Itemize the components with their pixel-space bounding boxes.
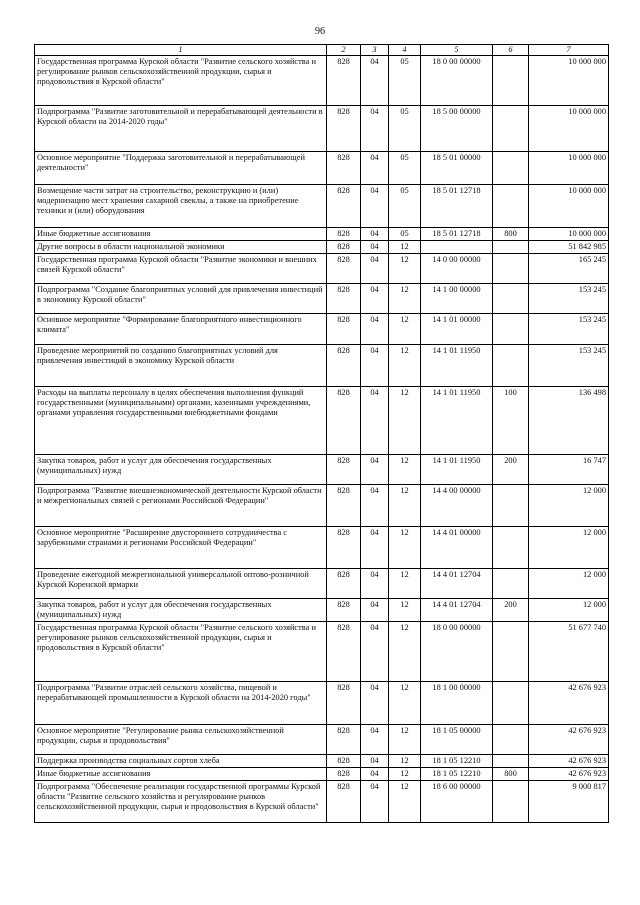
- row-amount: 165 245: [529, 254, 609, 284]
- row-expense-type: [493, 569, 529, 599]
- table-row: [35, 682, 609, 725]
- row-expense-type: [493, 241, 529, 254]
- table-row: [35, 254, 609, 284]
- row-name: Проведение мероприятий по созданию благоприятных условий для привлечения инвестиций в экономику Курской области: [35, 345, 327, 387]
- row-expense-type: [493, 622, 529, 682]
- row-amount: 12 000: [529, 527, 609, 569]
- row-amount: 10 000 000: [529, 228, 609, 241]
- row-target-article: 14 1 01 11950: [421, 387, 493, 455]
- row-amount: 153 245: [529, 284, 609, 314]
- row-name: Возмещение части затрат на строительство, реконструкцию и (или) модернизацию мест хранения сахарной свеклы, а также на приобретение техники и (или) оборудования: [35, 185, 327, 228]
- row-subsection: 12: [389, 314, 421, 345]
- table-row: [35, 622, 609, 682]
- row-amount: 12 000: [529, 599, 609, 622]
- table-row: [35, 725, 609, 755]
- row-section: 04: [361, 56, 389, 106]
- row-expense-type: [493, 725, 529, 755]
- row-amount: 51 842 985: [529, 241, 609, 254]
- row-subsection: 12: [389, 254, 421, 284]
- table-row: [35, 527, 609, 569]
- row-target-article: 14 1 00 00000: [421, 284, 493, 314]
- row-expense-type: 800: [493, 768, 529, 781]
- row-subsection: 12: [389, 527, 421, 569]
- row-expense-type: [493, 106, 529, 152]
- table-row: [35, 599, 609, 622]
- row-grbs: 828: [327, 455, 361, 485]
- row-target-article: 18 5 00 00000: [421, 106, 493, 152]
- row-section: 04: [361, 527, 389, 569]
- row-section: 04: [361, 228, 389, 241]
- row-name: Иные бюджетные ассигнования: [35, 768, 327, 781]
- row-amount: 153 245: [529, 345, 609, 387]
- row-target-article: 14 1 01 11950: [421, 345, 493, 387]
- row-name: Поддержка производства социальных сортов хлеба: [35, 755, 327, 768]
- table-row: [35, 781, 609, 823]
- row-section: 04: [361, 622, 389, 682]
- row-expense-type: [493, 56, 529, 106]
- table-row: [35, 755, 609, 768]
- table-row: [35, 485, 609, 527]
- table-row: [35, 185, 609, 228]
- row-expense-type: [493, 682, 529, 725]
- row-subsection: 05: [389, 185, 421, 228]
- column-header: 3: [361, 45, 389, 56]
- row-subsection: 12: [389, 682, 421, 725]
- row-grbs: 828: [327, 755, 361, 768]
- row-name: Основное мероприятие "Расширение двустороннего сотрудничества с зарубежными странами и регионами Российской Федерации": [35, 527, 327, 569]
- row-grbs: 828: [327, 485, 361, 527]
- table-header-row: [35, 45, 609, 56]
- row-expense-type: 800: [493, 228, 529, 241]
- budget-table: [34, 44, 609, 823]
- row-amount: 51 677 740: [529, 622, 609, 682]
- row-section: 04: [361, 599, 389, 622]
- row-section: 04: [361, 781, 389, 823]
- row-section: 04: [361, 755, 389, 768]
- table-row: [35, 228, 609, 241]
- row-grbs: 828: [327, 152, 361, 185]
- row-grbs: 828: [327, 725, 361, 755]
- row-section: 04: [361, 387, 389, 455]
- row-expense-type: [493, 527, 529, 569]
- row-subsection: 12: [389, 725, 421, 755]
- row-name: Закупка товаров, работ и услуг для обеспечения государственных (муниципальных) нужд: [35, 599, 327, 622]
- row-amount: 9 000 817: [529, 781, 609, 823]
- row-amount: 12 000: [529, 569, 609, 599]
- row-expense-type: [493, 781, 529, 823]
- row-grbs: 828: [327, 284, 361, 314]
- row-amount: 42 676 923: [529, 725, 609, 755]
- row-grbs: 828: [327, 682, 361, 725]
- row-grbs: 828: [327, 622, 361, 682]
- row-expense-type: 200: [493, 599, 529, 622]
- table-row: [35, 768, 609, 781]
- row-grbs: 828: [327, 228, 361, 241]
- row-target-article: 14 0 00 00000: [421, 254, 493, 284]
- row-target-article: [421, 241, 493, 254]
- row-name: Проведение ежегодной межрегиональной универсальной оптово-розничной Курской Коренской ярмарки: [35, 569, 327, 599]
- row-amount: 10 000 000: [529, 106, 609, 152]
- table-row: [35, 387, 609, 455]
- row-target-article: 18 5 01 00000: [421, 152, 493, 185]
- row-section: 04: [361, 185, 389, 228]
- row-grbs: 828: [327, 185, 361, 228]
- row-subsection: 12: [389, 781, 421, 823]
- row-subsection: 12: [389, 241, 421, 254]
- row-target-article: 14 4 01 12704: [421, 569, 493, 599]
- row-amount: 12 000: [529, 485, 609, 527]
- row-amount: 10 000 000: [529, 185, 609, 228]
- row-target-article: 18 1 05 12210: [421, 768, 493, 781]
- row-name: Иные бюджетные ассигнования: [35, 228, 327, 241]
- row-expense-type: [493, 284, 529, 314]
- row-target-article: 18 0 00 00000: [421, 56, 493, 106]
- row-subsection: 05: [389, 106, 421, 152]
- row-section: 04: [361, 485, 389, 527]
- row-subsection: 12: [389, 622, 421, 682]
- row-expense-type: [493, 185, 529, 228]
- row-expense-type: [493, 485, 529, 527]
- row-expense-type: [493, 152, 529, 185]
- row-grbs: 828: [327, 527, 361, 569]
- row-target-article: 18 5 01 12718: [421, 228, 493, 241]
- row-section: 04: [361, 152, 389, 185]
- row-grbs: 828: [327, 106, 361, 152]
- row-target-article: 14 4 01 00000: [421, 527, 493, 569]
- row-section: 04: [361, 254, 389, 284]
- row-target-article: 14 1 01 00000: [421, 314, 493, 345]
- row-name: Подпрограмма "Развитие заготовительной и перерабатывающей деятельности в Курской области на 2014-2020 годы": [35, 106, 327, 152]
- table-row: [35, 455, 609, 485]
- row-expense-type: 100: [493, 387, 529, 455]
- row-amount: 136 498: [529, 387, 609, 455]
- row-amount: 10 000 000: [529, 152, 609, 185]
- table-row: [35, 345, 609, 387]
- row-section: 04: [361, 314, 389, 345]
- row-grbs: 828: [327, 569, 361, 599]
- column-header: 4: [389, 45, 421, 56]
- table-row: [35, 284, 609, 314]
- row-section: 04: [361, 455, 389, 485]
- row-subsection: 12: [389, 455, 421, 485]
- row-target-article: 14 4 01 12704: [421, 599, 493, 622]
- column-header: 5: [421, 45, 493, 56]
- row-target-article: 14 4 00 00000: [421, 485, 493, 527]
- row-grbs: 828: [327, 781, 361, 823]
- row-target-article: 18 1 05 00000: [421, 725, 493, 755]
- row-subsection: 12: [389, 387, 421, 455]
- row-expense-type: [493, 254, 529, 284]
- row-section: 04: [361, 106, 389, 152]
- row-grbs: 828: [327, 254, 361, 284]
- table-row: [35, 152, 609, 185]
- row-amount: 42 676 923: [529, 768, 609, 781]
- row-grbs: 828: [327, 56, 361, 106]
- row-subsection: 12: [389, 768, 421, 781]
- row-target-article: 18 6 00 00000: [421, 781, 493, 823]
- row-subsection: 05: [389, 152, 421, 185]
- row-section: 04: [361, 768, 389, 781]
- column-header: 2: [327, 45, 361, 56]
- table-row: [35, 241, 609, 254]
- row-grbs: 828: [327, 599, 361, 622]
- row-amount: 16 747: [529, 455, 609, 485]
- row-name: Государственная программа Курской области "Развитие экономики и внешних связей Курской области": [35, 254, 327, 284]
- row-name: Расходы на выплаты персоналу в целях обеспечения выполнения функций государственными (муниципальными) органами, казенными учреждениями, органами управления государственными внебюджетными фондами: [35, 387, 327, 455]
- table-row: [35, 569, 609, 599]
- row-expense-type: [493, 314, 529, 345]
- row-name: Другие вопросы в области национальной экономики: [35, 241, 327, 254]
- column-header: 6: [493, 45, 529, 56]
- page-number: 96: [315, 26, 325, 37]
- row-expense-type: [493, 345, 529, 387]
- row-target-article: 18 1 00 00000: [421, 682, 493, 725]
- row-subsection: 12: [389, 284, 421, 314]
- row-name: Закупка товаров, работ и услуг для обеспечения государственных (муниципальных) нужд: [35, 455, 327, 485]
- table-row: [35, 56, 609, 106]
- row-name: Основное мероприятие "Поддержка заготовительной и перерабатывающей деятельности": [35, 152, 327, 185]
- row-name: Подпрограмма "Создание благоприятных условий для привлечения инвестиций в экономику Курской области": [35, 284, 327, 314]
- row-grbs: 828: [327, 387, 361, 455]
- row-amount: 42 676 923: [529, 682, 609, 725]
- row-target-article: 14 1 01 11950: [421, 455, 493, 485]
- row-subsection: 05: [389, 228, 421, 241]
- row-grbs: 828: [327, 768, 361, 781]
- row-target-article: 18 0 00 00000: [421, 622, 493, 682]
- row-section: 04: [361, 569, 389, 599]
- row-amount: 10 000 000: [529, 56, 609, 106]
- row-subsection: 12: [389, 485, 421, 527]
- row-expense-type: 200: [493, 455, 529, 485]
- row-section: 04: [361, 682, 389, 725]
- row-grbs: 828: [327, 345, 361, 387]
- row-section: 04: [361, 345, 389, 387]
- row-name: Подпрограмма "Развитие внешнеэкономической деятельности Курской области и межрегиональных связей с регионами Российской Федерации": [35, 485, 327, 527]
- table-row: [35, 106, 609, 152]
- row-subsection: 12: [389, 599, 421, 622]
- row-section: 04: [361, 284, 389, 314]
- row-expense-type: [493, 755, 529, 768]
- row-grbs: 828: [327, 241, 361, 254]
- row-subsection: 12: [389, 755, 421, 768]
- row-amount: 42 676 923: [529, 755, 609, 768]
- row-section: 04: [361, 241, 389, 254]
- row-target-article: 18 1 05 12210: [421, 755, 493, 768]
- row-name: Государственная программа Курской области "Развитие сельского хозяйства и регулирование рынков сельскохозяйственной продукции, сырья и продовольствия в Курской области": [35, 622, 327, 682]
- row-grbs: 828: [327, 314, 361, 345]
- table-row: [35, 314, 609, 345]
- row-name: Основное мероприятие "Регулирование рынка сельскохозяйственной продукции, сырья и продовольствия": [35, 725, 327, 755]
- row-name: Подпрограмма "Обеспечение реализации государственной программы Курской области "Развитие сельского хозяйства и регулирование рынков сельскохозяйственной продукции, сырья и продовольствия в Курской области": [35, 781, 327, 823]
- row-amount: 153 245: [529, 314, 609, 345]
- row-name: Подпрограмма "Развитие отраслей сельского хозяйства, пищевой и перерабатывающей промышленности в Курской области на 2014-2020 годы": [35, 682, 327, 725]
- column-header: 7: [529, 45, 609, 56]
- row-target-article: 18 5 01 12718: [421, 185, 493, 228]
- row-name: Государственная программа Курской области "Развитие сельского хозяйства и регулирование рынков сельскохозяйственной продукции, сырья и продовольствия в Курской области": [35, 56, 327, 106]
- column-header: 1: [35, 45, 327, 56]
- row-subsection: 12: [389, 345, 421, 387]
- row-subsection: 05: [389, 56, 421, 106]
- row-section: 04: [361, 725, 389, 755]
- row-subsection: 12: [389, 569, 421, 599]
- row-name: Основное мероприятие "Формирование благоприятного инвестиционного климата": [35, 314, 327, 345]
